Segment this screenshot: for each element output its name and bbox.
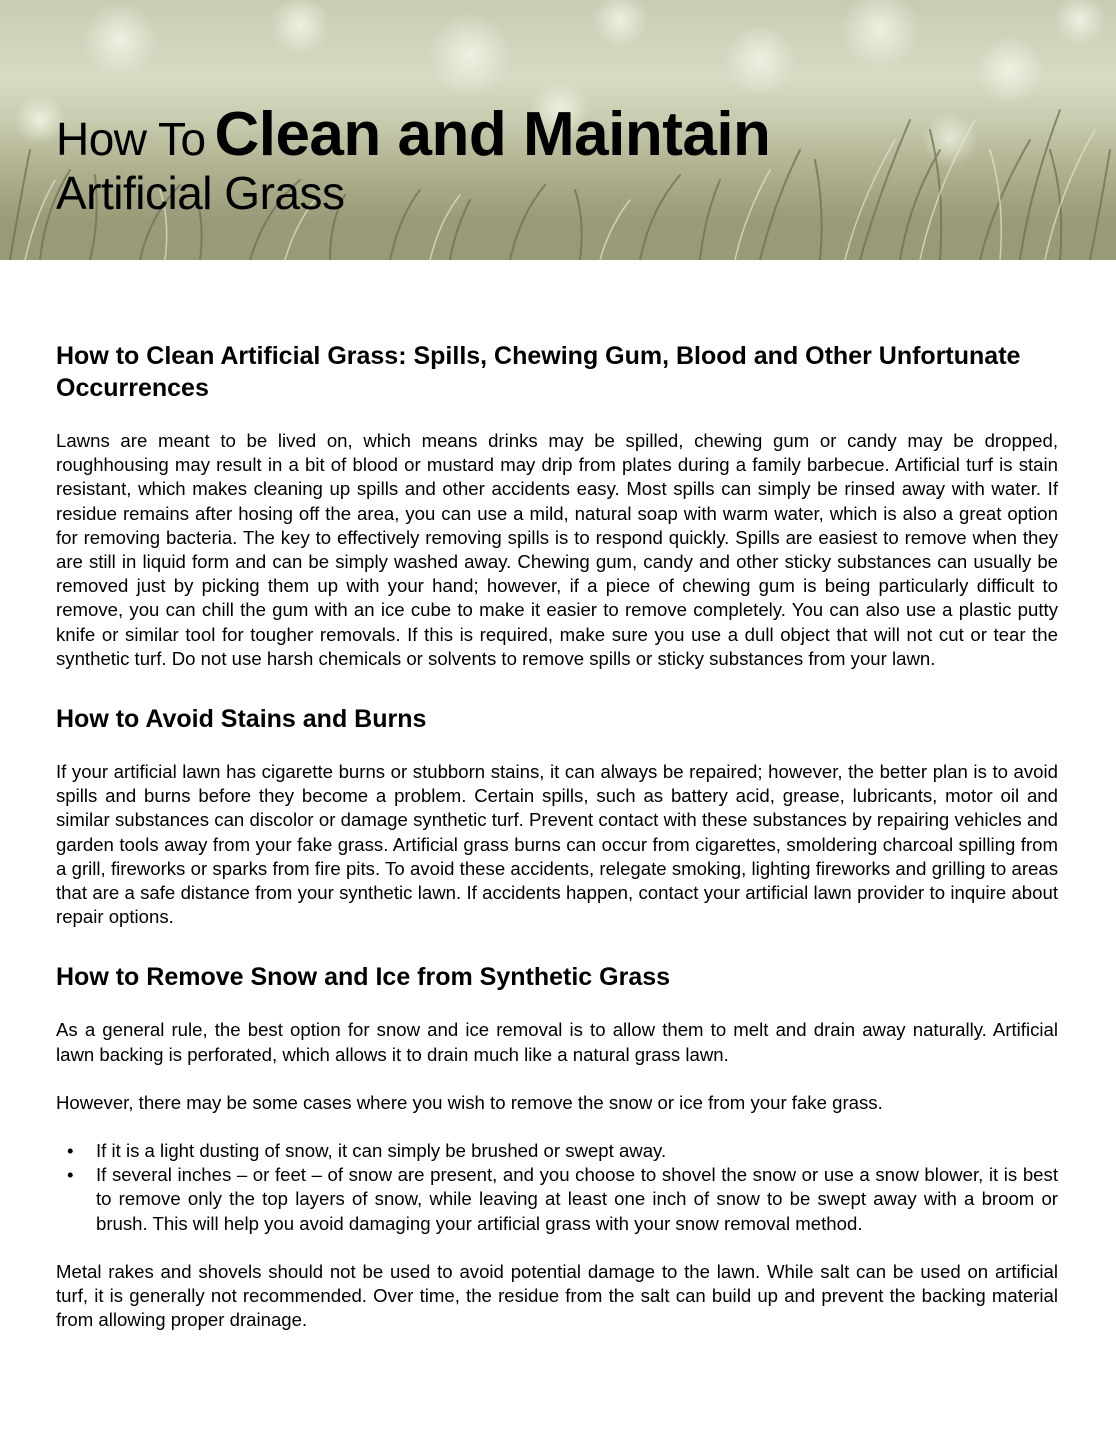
bullet-icon: • bbox=[67, 1164, 74, 1186]
section-paragraph-snow-closing: Metal rakes and shovels should not be used to avoid potential damage to the lawn. While salt can be used on artificial turf, it is generally not recommended. Over time, the residue from the salt can build up and prevent the backing material from allowing proper drainage. bbox=[56, 1260, 1058, 1331]
section-paragraph-stains: If your artificial lawn has cigarette burns or stubborn stains, it can always be repaired; however, the better plan is to avoid spills and burns before they become a problem. Certain spills, such as battery acid, grease, lubricants, motor oil and similar substances can discolor or damage synthetic turf. Prevent contact with these substances by repairing vehicles and garden tools away from your fake grass. Artificial grass burns can occur from cigarettes, smoldering charcoal spilling from a grill, fireworks or sparks from fire pits. To avoid these accidents, relegate smoking, lighting fireworks and grilling to areas that are a safe distance from your synthetic lawn. If accidents happen, contact your artificial lawn provider to inquire about repair options. bbox=[56, 761, 1058, 928]
header-banner bbox=[0, 0, 1116, 260]
title-emphasis: Clean and Maintain bbox=[214, 100, 771, 169]
section-heading-clean: How to Clean Artificial Grass: Spills, Chewing Gum, Blood and Other Unfortunate Occurrences bbox=[56, 342, 1021, 402]
page-title bbox=[56, 100, 771, 219]
section-heading-stains: How to Avoid Stains and Burns bbox=[56, 705, 427, 734]
section-heading-snow: How to Remove Snow and Ice from Synthetic Grass bbox=[56, 963, 671, 992]
bullet-icon: • bbox=[67, 1140, 74, 1162]
section-paragraph-clean: Lawns are meant to be lived on, which means drinks may be spilled, chewing gum or candy may be dropped, roughhousing may result in a bit of blood or mustard may drip from plates during a family barbecue. Artificial turf is stain resistant, which makes cleaning up spills and other accidents easy. Most spills can simply be rinsed away with water. If residue remains after hosing off the area, you can use a mild, natural soap with warm water, which is also a great option for removing bacteria. The key to effectively removing spills is to respond quickly. Spills are easiest to remove when they are still in liquid form and can be simply washed away. Chewing gum, candy and other sticky substances can usually be removed just by picking them up with your hand; however, if a piece of chewing gum is being particularly difficult to remove, you can chill the gum with an ice cube to make it easier to remove completely. You can also use a plastic putty knife or similar tool for tougher removals. If this is required, make sure you use a dull object that will not cut or tear the synthetic turf. Do not use harsh chemicals or solvents to remove spills or sticky substances from your lawn. bbox=[56, 430, 1058, 669]
list-item bbox=[56, 1163, 1058, 1236]
snow-removal-list bbox=[56, 1139, 1058, 1236]
article-body bbox=[56, 340, 1058, 1332]
list-item bbox=[56, 1139, 1058, 1163]
section-paragraph-snow-cases: However, there may be some cases where you wish to remove the snow or ice from your fake grass. bbox=[56, 1091, 883, 1113]
section-paragraph-snow-intro: As a general rule, the best option for snow and ice removal is to allow them to melt and drain away naturally. Artificial lawn backing is perforated, which allows it to drain much like a natural grass lawn. bbox=[56, 1019, 1058, 1065]
list-item-text: If it is a light dusting of snow, it can simply be brushed or swept away. bbox=[96, 1140, 667, 1162]
list-item-text: If several inches – or feet – of snow are present, and you choose to shovel the snow or use a snow blower, it is best to remove only the top layers of snow, while leaving at least one inch of snow to be swept away with a broom or brush. This will help you avoid damaging your artificial grass with your snow removal method. bbox=[96, 1164, 1058, 1234]
title-line-2: Artificial Grass bbox=[56, 167, 345, 219]
title-prefix: How To bbox=[56, 113, 206, 165]
